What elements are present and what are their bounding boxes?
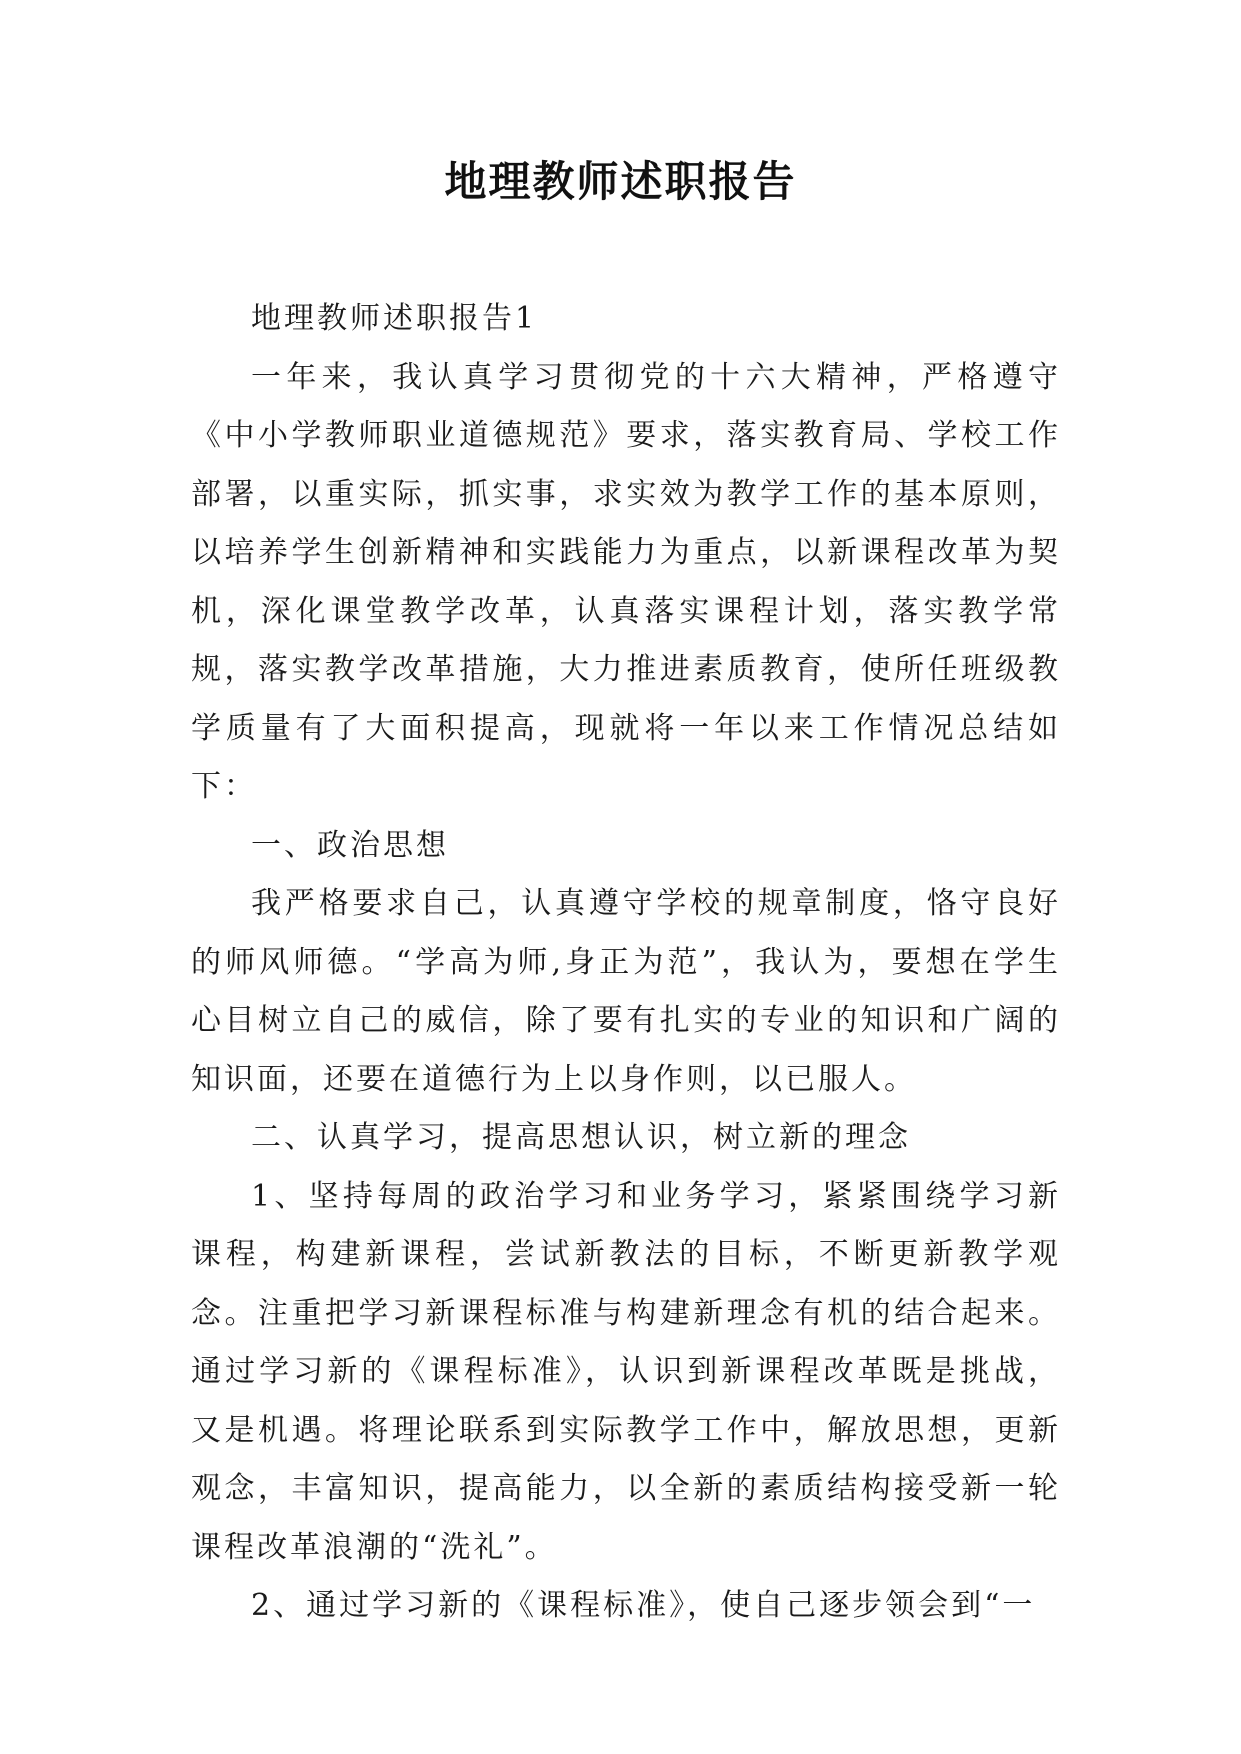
- heading-study: 二、认真学习，提高思想认识，树立新的理念: [251, 1120, 911, 1155]
- heading-political-thought: 一、政治思想: [251, 827, 449, 863]
- paragraph-subtitle: 地理教师述职报告1: [251, 301, 538, 336]
- paragraph-study-1: 1、坚持每周的政治学习和业务学习，紧紧围绕学习新课程，构建新课程，尝试新教法的目标，不断更新教学观念。注重把学习新课程标准与构建新理念有机的结合起来。通过学习新的《课程标准》，认识到新课程改革既是挑战，又是机遇。将理论联系到实际教学工作中，解放思想，更新观念，丰富知识，提高能力，以全新的素质结构接受新一轮课程改革浪潮的“洗礼”。: [191, 1178, 1061, 1565]
- paragraph-political-thought: 我严格要求自己，认真遵守学校的规章制度，恪守良好的师风师德。“学高为师,身正为范”，我认为，要想在学生心目树立自己的威信，除了要有扎实的专业的知识和广阔的知识面，还要在道德行为上以身作则，以已服人。: [191, 886, 1061, 1097]
- document-body: [191, 290, 1061, 1636]
- paragraph-study-2: 2、通过学习新的《课程标准》，使自己逐步领会到“一: [251, 1588, 1036, 1623]
- paragraph-intro: 一年来，我认真学习贯彻党的十六大精神，严格遵守《中小学教师职业道德规范》要求，落实教育局、学校工作部署，以重实际，抓实事，求实效为教学工作的基本原则，以培养学生创新精神和实践能力为重点，以新课程改革为契机，深化课堂教学改革，认真落实课程计划，落实教学常规，落实教学改革措施，大力推进素质教育，使所任班级教学质量有了大面积提高，现就将一年以来工作情况总结如下：: [191, 359, 1061, 804]
- document-title: 地理教师述职报告: [444, 157, 797, 206]
